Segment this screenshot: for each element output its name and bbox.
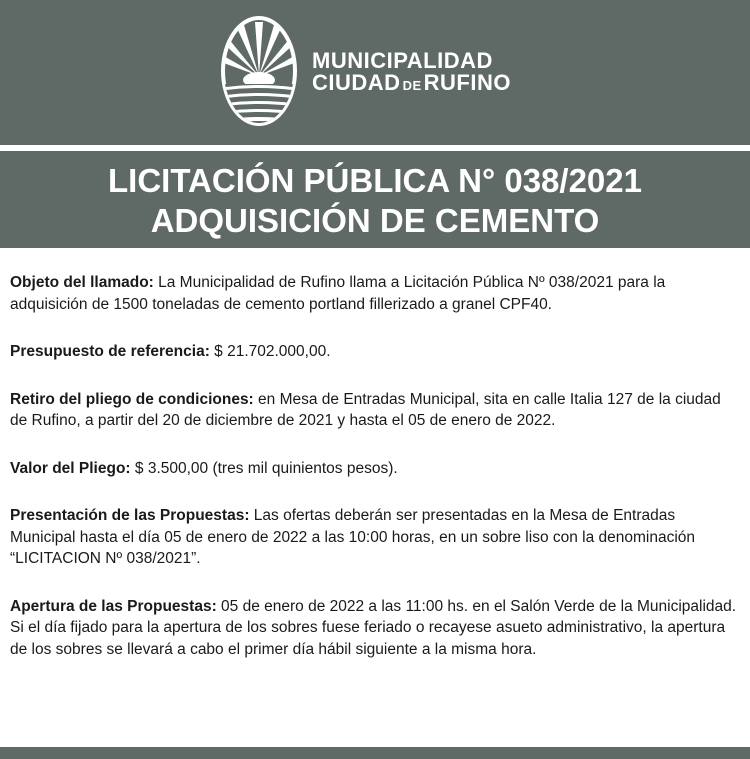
- brand-rufino: RUFINO: [423, 70, 511, 95]
- section-presentacion: [10, 505, 742, 570]
- title-band: [0, 151, 750, 248]
- title-line-2: ADQUISICIÓN DE CEMENTO: [150, 202, 600, 239]
- section-label: Objeto del llamado:: [10, 274, 154, 291]
- section-label: Retiro del pliego de condiciones:: [10, 390, 254, 408]
- footer-band: [0, 747, 750, 759]
- section-valor-pliego: [10, 458, 742, 480]
- section-label: Apertura de las Propuestas:: [10, 597, 217, 615]
- brand-line-1: MUNICIPALIDAD: [312, 48, 493, 73]
- section-text: $ 3.500,00 (tres mil quinientos pesos).: [130, 459, 398, 477]
- notice-body: [10, 272, 742, 686]
- section-presupuesto: [10, 341, 742, 363]
- section-text: en Mesa de Entradas Municipal, sita en calle Italia 127 de la ciudad de Rufino, a partir del 20 de diciembre de 2021 y hasta el 05 de enero de 2022.: [10, 390, 721, 429]
- header-band: [0, 0, 750, 145]
- brand-name: [312, 50, 511, 97]
- section-text: $ 21.702.000,00.: [209, 343, 331, 360]
- section-label: Presentación de las Propuestas:: [10, 507, 250, 524]
- section-text: Las ofertas deberán ser presentadas en la Mesa de Entradas Municipal hasta el día 05 de enero de 2022 a las 10:00 horas, en un sobre liso con la denominación “LICITACION Nº 038/2021”.: [10, 507, 696, 567]
- section-label: Valor del Pliego:: [10, 459, 131, 477]
- section-objeto: [10, 272, 742, 315]
- brand-line-2: [312, 72, 511, 97]
- title-line-1: LICITACIÓN PÚBLICA N° 038/2021: [108, 162, 642, 199]
- section-text: 05 de enero de 2022 a las 11:00 hs. en el Salón Verde de la Municipalidad. Si el día fijado para la apertura de los sobres fuese feriado o recayese asueto administrativo, la apertura de los sobres se llevará a cabo el primer día hábil siguiente a la misma hora.: [10, 597, 737, 658]
- section-label: Presupuesto de referencia:: [10, 343, 210, 360]
- section-apertura: [10, 596, 742, 661]
- section-retiro-pliego: [10, 389, 742, 432]
- brand-ciudad: CIUDAD: [312, 70, 401, 95]
- brand-de: DE: [402, 78, 422, 93]
- municipal-logo-icon: [219, 14, 299, 128]
- section-text: La Municipalidad de Rufino llama a Licitación Pública Nº 038/2021 para la adquisición de 1500 toneladas de cemento portland fillerizado a granel CPF40.: [10, 274, 666, 313]
